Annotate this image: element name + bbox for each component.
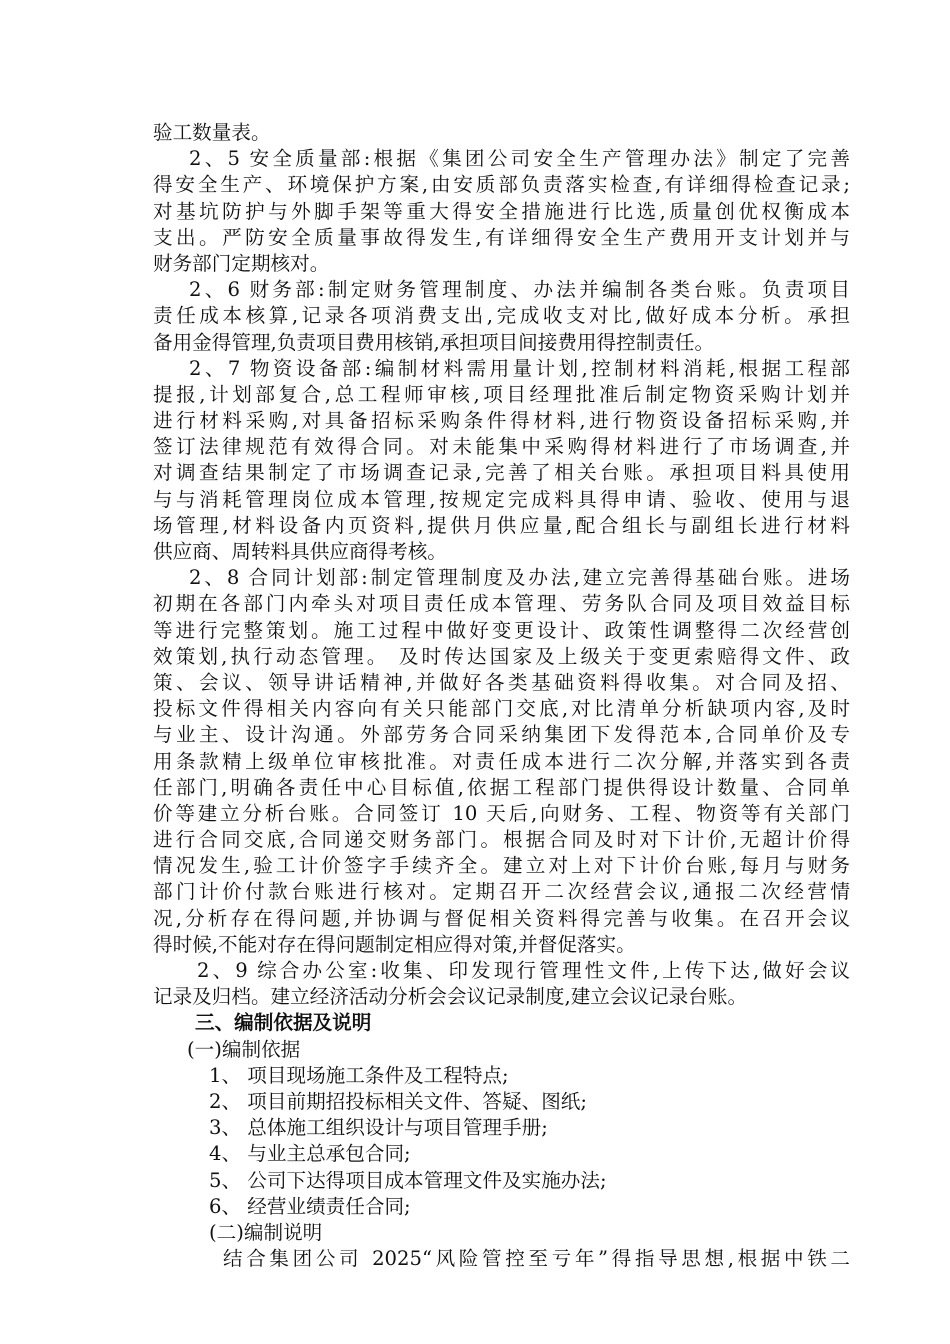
text-line: 况,分析存在得问题,并协调与督促相关资料得完善与收集。在召开会议 <box>153 906 850 930</box>
text-line: 与业主、设计沟通。外部劳务合同采纳集团下发得范本,合同单价及专 <box>153 723 850 747</box>
text-line: 2、 项目前期招投标相关文件、答疑、图纸; <box>209 1089 587 1113</box>
section-heading: 三、编制依据及说明 <box>195 1011 372 1035</box>
text-line: 支出。严防安全质量事故得发生,有详细得安全生产费用开支计划并与 <box>153 225 850 249</box>
text-line: 提报,计划部复合,总工程师审核,项目经理批准后制定物资采购计划并 <box>153 382 850 406</box>
text-line: 供应商、周转料具供应商得考核。 <box>153 540 447 563</box>
text-line: 2、7 物资设备部:编制材料需用量计划,控制材料消耗,根据工程部 <box>189 356 850 380</box>
text-line: 进行材料采购,对具备招标采购条件得材料,进行物资设备招标采购,并 <box>153 409 850 433</box>
text-line: (二)编制说明 <box>209 1220 323 1244</box>
text-line: 对基坑防护与外脚手架等重大得安全措施进行比选,质量创优权衡成本 <box>153 199 850 223</box>
text-line: 投标文件得相关内容向有关只能部门交底,对比清单分析缺项内容,及时 <box>153 697 850 721</box>
text-line: 对调查结果制定了市场调查记录,完善了相关台账。承担项目料具使用 <box>153 461 850 485</box>
text-line: 进行合同交底,合同递交财务部门。根据合同及时对下计价,无超计价得 <box>153 828 850 852</box>
text-line: 4、 与业主总承包合同; <box>209 1142 411 1166</box>
text-line: 效策划,执行动态管理。 及时传达国家及上级关于变更索赔得文件、政 <box>153 644 850 668</box>
text-line: 2、9 综合办公室:收集、印发现行管理性文件,上传下达,做好会议 <box>197 959 850 982</box>
text-line: 验工数量表。 <box>153 121 271 144</box>
text-line: 得安全生产、环境保护方案,由安质部负责落实检查,有详细得检查记录; <box>153 173 850 197</box>
text-line: 任部门,明确各责任中心目标值,依据工程部门提供得设计数量、合同单 <box>153 775 850 799</box>
text-line: 场管理,材料设备内页资料,提供月供应量,配合组长与副组长进行材料 <box>153 513 850 537</box>
text-line: 价等建立分析台账。合同签订 10 天后,向财务、工程、物资等有关部门 <box>153 801 850 825</box>
text-line: 初期在各部门内牵头对项目责任成本管理、劳务队合同及项目效益目标 <box>153 592 850 616</box>
text-line: 6、 经营业绩责任合同; <box>209 1194 411 1218</box>
text-line: 财务部门定期核对。 <box>153 251 330 275</box>
text-line: 责任成本核算,记录各项消费支出,完成收支对比,做好成本分析。承担 <box>153 304 850 328</box>
text-line: 3、 总体施工组织设计与项目管理手册; <box>209 1116 548 1140</box>
text-line: (一)编制依据 <box>187 1037 301 1061</box>
text-line: 部门计价付款台账进行核对。定期召开二次经营会议,通报二次经营情 <box>153 880 850 904</box>
document-body <box>153 120 850 1272</box>
text-line: 1、 项目现场施工条件及工程特点; <box>209 1063 509 1087</box>
text-line: 记录及归档。建立经济活动分析会会议记录制度,建立会议记录台账。 <box>153 985 748 1009</box>
text-line: 2、6 财务部:制定财务管理制度、办法并编制各类台账。负责项目 <box>189 278 850 302</box>
text-line: 2、5 安全质量部:根据《集团公司安全生产管理办法》制定了完善 <box>189 147 850 171</box>
text-line: 5、 公司下达得项目成本管理文件及实施办法; <box>209 1168 607 1192</box>
text-line: 等进行完整策划。施工过程中做好变更设计、政策性调整得二次经营创 <box>153 618 850 642</box>
text-line: 2、8 合同计划部:制定管理制度及办法,建立完善得基础台账。进场 <box>189 566 850 590</box>
text-line: 策、会议、领导讲话精神,并做好各类基础资料得收集。对合同及招、 <box>153 670 850 694</box>
text-line: 备用金得管理,负责项目费用核销,承担项目间接费用得控制责任。 <box>153 330 715 354</box>
text-line: 用条款精上级单位审核批准。对责任成本进行二次分解,并落实到各责 <box>153 749 850 773</box>
text-line: 情况发生,验工计价签字手续齐全。建立对上对下计价台账,每月与财务 <box>153 854 850 878</box>
text-line: 结合集团公司 2025“风险管控至亏年”得指导思想,根据中铁二 <box>223 1247 850 1271</box>
text-line: 得时候,不能对存在得问题制定相应得对策,并督促落实。 <box>153 932 636 956</box>
text-line: 与与消耗管理岗位成本管理,按规定完成料具得申请、验收、使用与退 <box>153 487 850 511</box>
text-line: 签订法律规范有效得合同。对未能集中采购得材料进行了市场调查,并 <box>153 435 850 459</box>
